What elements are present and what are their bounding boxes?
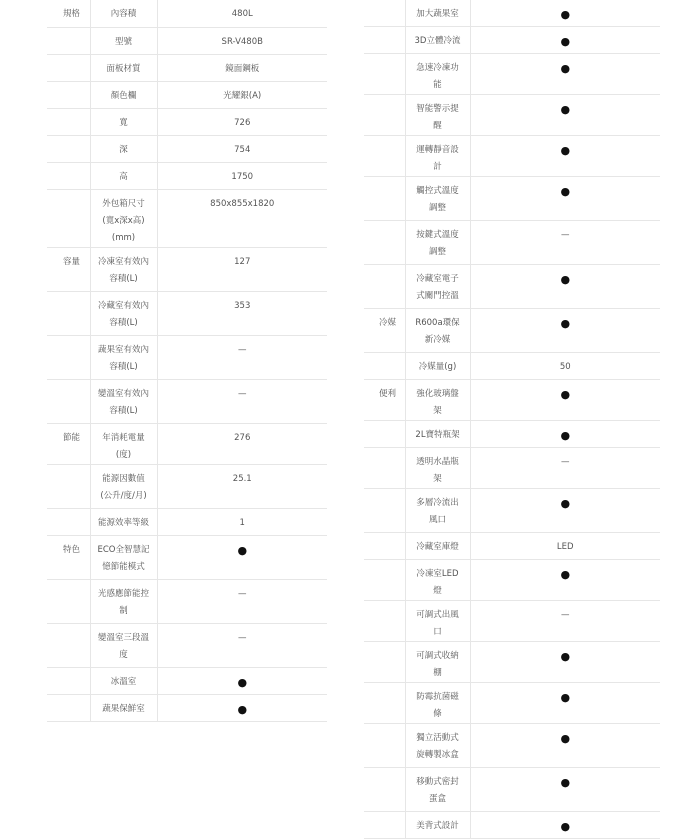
spec-category [47, 464, 90, 508]
spec-value: — [157, 379, 327, 423]
spec-label: 高 [90, 162, 157, 189]
spec-category [364, 421, 405, 448]
spec-label: 可調式出風口 [405, 601, 470, 642]
spec-label: 面板材質 [90, 54, 157, 81]
spec-value: ● [470, 489, 660, 533]
spec-label: 冰溫室 [90, 667, 157, 694]
spec-row [364, 0, 660, 27]
spec-row [364, 533, 660, 560]
spec-category [47, 27, 90, 54]
spec-label: 冷凍室LED燈 [405, 560, 470, 601]
spec-row [364, 27, 660, 54]
spec-category [47, 291, 90, 335]
spec-category [47, 335, 90, 379]
spec-category [47, 135, 90, 162]
spec-category [364, 560, 405, 601]
spec-row [364, 136, 660, 177]
spec-table-left [47, 0, 327, 722]
spec-category: 節能 [47, 423, 90, 464]
spec-value: 1 [157, 508, 327, 535]
spec-value: 353 [157, 291, 327, 335]
spec-value: LED [470, 533, 660, 560]
spec-label: 冷媒量(g) [405, 353, 470, 380]
spec-value: ● [470, 177, 660, 221]
spec-category [364, 95, 405, 136]
spec-category [47, 108, 90, 135]
spec-value: 850x855x1820 [157, 189, 327, 247]
spec-label: 型號 [90, 27, 157, 54]
spec-row [364, 221, 660, 265]
spec-value: ● [470, 54, 660, 95]
spec-label: 移動式密封蛋盒 [405, 768, 470, 812]
spec-row [47, 247, 327, 291]
spec-category [364, 724, 405, 768]
spec-row [47, 623, 327, 667]
spec-label: 智能警示提醒 [405, 95, 470, 136]
spec-row [364, 353, 660, 380]
spec-label: 觸控式溫度調整 [405, 177, 470, 221]
spec-value: ● [157, 535, 327, 579]
spec-category [47, 667, 90, 694]
spec-label: 光感應節能控制 [90, 579, 157, 623]
spec-value: ● [470, 0, 660, 27]
spec-value: ● [470, 421, 660, 448]
spec-label: 美背式設計 [405, 812, 470, 839]
spec-label: 2L寶特瓶架 [405, 421, 470, 448]
spec-label: 加大蔬果室 [405, 0, 470, 27]
spec-row [47, 579, 327, 623]
spec-value: 127 [157, 247, 327, 291]
spec-category [364, 54, 405, 95]
spec-row [47, 81, 327, 108]
spec-row [364, 812, 660, 839]
spec-category: 特色 [47, 535, 90, 579]
spec-row [47, 162, 327, 189]
spec-label: 變溫室有效內容積(L) [90, 379, 157, 423]
spec-value: ● [470, 265, 660, 309]
spec-row [364, 265, 660, 309]
spec-value: ● [470, 768, 660, 812]
spec-value: ● [470, 309, 660, 353]
spec-label: 強化玻璃盤架 [405, 380, 470, 421]
spec-label: R600a環保新冷媒 [405, 309, 470, 353]
spec-label: 蔬果室有效內容積(L) [90, 335, 157, 379]
spec-label: 能源效率等級 [90, 508, 157, 535]
spec-value: ● [470, 27, 660, 54]
spec-row [364, 489, 660, 533]
spec-label: ECO全智慧記憶節能模式 [90, 535, 157, 579]
spec-label: 冷凍室有效內容積(L) [90, 247, 157, 291]
spec-label: 年消耗電量(度) [90, 423, 157, 464]
spec-row [47, 189, 327, 247]
spec-category [47, 81, 90, 108]
spec-label: 急速冷凍功能 [405, 54, 470, 95]
spec-value: 鏡面鋼板 [157, 54, 327, 81]
spec-category [364, 601, 405, 642]
spec-row [47, 54, 327, 81]
spec-label: 深 [90, 135, 157, 162]
spec-category [364, 642, 405, 683]
spec-category [364, 0, 405, 27]
spec-category: 規格 [47, 0, 90, 27]
spec-row [364, 768, 660, 812]
spec-label: 可調式收納棚 [405, 642, 470, 683]
spec-category [364, 489, 405, 533]
spec-row [364, 54, 660, 95]
spec-category [47, 189, 90, 247]
spec-value: ● [470, 642, 660, 683]
spec-row [47, 291, 327, 335]
spec-value: — [157, 579, 327, 623]
spec-row [364, 177, 660, 221]
spec-row [364, 560, 660, 601]
spec-label: 運轉靜音設計 [405, 136, 470, 177]
spec-row [364, 448, 660, 489]
spec-value: 光耀銀(A) [157, 81, 327, 108]
spec-category [47, 623, 90, 667]
spec-row [364, 421, 660, 448]
spec-row [47, 135, 327, 162]
spec-category [47, 54, 90, 81]
spec-row [364, 724, 660, 768]
spec-label: 蔬果保鮮室 [90, 694, 157, 721]
spec-row [47, 423, 327, 464]
spec-category: 容量 [47, 247, 90, 291]
spec-label: 按鍵式溫度調整 [405, 221, 470, 265]
spec-category [364, 221, 405, 265]
spec-value: ● [470, 95, 660, 136]
spec-label: 多層冷流出風口 [405, 489, 470, 533]
spec-row [364, 601, 660, 642]
spec-category [47, 162, 90, 189]
spec-category [364, 177, 405, 221]
spec-value: — [157, 623, 327, 667]
spec-value: ● [157, 667, 327, 694]
spec-label: 變溫室三段溫度 [90, 623, 157, 667]
spec-value: ● [470, 380, 660, 421]
spec-category [47, 579, 90, 623]
spec-row [47, 667, 327, 694]
spec-label: 外包箱尺寸(寬x深x高)(mm) [90, 189, 157, 247]
spec-row [47, 108, 327, 135]
spec-row [364, 95, 660, 136]
spec-category [47, 508, 90, 535]
spec-table-right [364, 0, 660, 839]
spec-value: 754 [157, 135, 327, 162]
spec-category [364, 27, 405, 54]
spec-row [47, 464, 327, 508]
spec-row [364, 380, 660, 421]
spec-label: 獨立活動式旋轉製冰盒 [405, 724, 470, 768]
spec-row [364, 683, 660, 724]
spec-row [47, 0, 327, 27]
spec-value: 726 [157, 108, 327, 135]
spec-value: — [470, 601, 660, 642]
spec-category: 便利 [364, 380, 405, 421]
spec-label: 3D立體冷流 [405, 27, 470, 54]
spec-value: — [470, 448, 660, 489]
spec-value: ● [470, 812, 660, 839]
spec-category [364, 533, 405, 560]
spec-value: ● [470, 683, 660, 724]
spec-row [364, 642, 660, 683]
spec-label: 寬 [90, 108, 157, 135]
spec-value: ● [470, 560, 660, 601]
spec-category [364, 136, 405, 177]
spec-value: 50 [470, 353, 660, 380]
spec-label: 顏色欄 [90, 81, 157, 108]
spec-category: 冷媒 [364, 309, 405, 353]
spec-row [47, 27, 327, 54]
spec-value: 276 [157, 423, 327, 464]
spec-row [47, 335, 327, 379]
spec-value: — [470, 221, 660, 265]
spec-label: 冷藏室有效內容積(L) [90, 291, 157, 335]
spec-row [47, 694, 327, 721]
spec-label: 冷藏室電子式關門控溫 [405, 265, 470, 309]
spec-value: 1750 [157, 162, 327, 189]
spec-row [364, 309, 660, 353]
spec-category [47, 379, 90, 423]
spec-value: SR-V480B [157, 27, 327, 54]
spec-category [364, 353, 405, 380]
spec-category [47, 694, 90, 721]
spec-label: 透明水晶瓶架 [405, 448, 470, 489]
spec-row [47, 379, 327, 423]
spec-label: 能源因數值(公升/度/月) [90, 464, 157, 508]
spec-category [364, 683, 405, 724]
spec-value: — [157, 335, 327, 379]
spec-value: 480L [157, 0, 327, 27]
spec-category [364, 812, 405, 839]
spec-value: ● [157, 694, 327, 721]
spec-value: ● [470, 136, 660, 177]
spec-label: 防霉抗菌磁條 [405, 683, 470, 724]
spec-row [47, 508, 327, 535]
spec-row [47, 535, 327, 579]
spec-category [364, 448, 405, 489]
spec-value: 25.1 [157, 464, 327, 508]
spec-label: 內容積 [90, 0, 157, 27]
spec-category [364, 265, 405, 309]
spec-label: 冷藏室庫燈 [405, 533, 470, 560]
spec-category [364, 768, 405, 812]
spec-value: ● [470, 724, 660, 768]
